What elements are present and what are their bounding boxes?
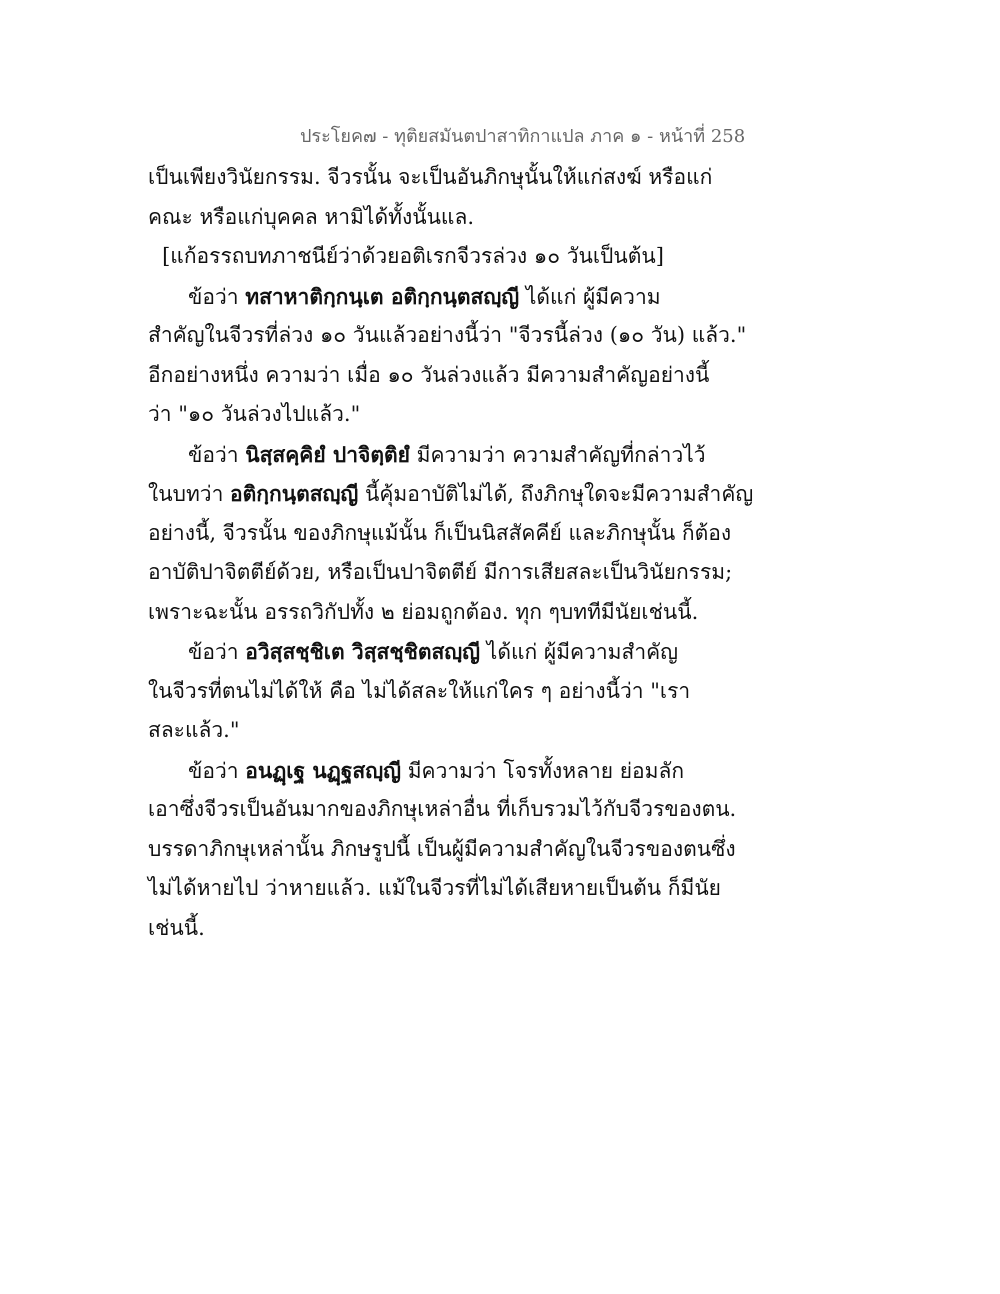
text-line: บรรดาภิกษุเหล่านั้น ภิกษรูปนี้ เป็นผู้มีความสำคัญในจีวรของตนซึ่ง [148, 836, 736, 861]
text-span: ได้แก่ ผู้มีความ [519, 284, 661, 309]
paragraph-start [148, 751, 708, 791]
pali-term: อนฏฺเฐ นฏฺฐสญฺญี [245, 757, 402, 783]
text-line: ว่า "๑๐ วันล่วงไปแล้ว." [148, 402, 361, 426]
text-span: มีความว่า โจรทั้งหลาย ย่อมลัก [401, 758, 685, 783]
text-line: เป็นเพียงวินัยกรรม. จีวรนั้น จะเป็นอันภิกษุนั้นให้แก่สงฆ์ หรือแก่ [148, 165, 713, 189]
text-line: เช่นนี้. [148, 915, 205, 940]
text-span: ได้แก่ ผู้มีความสำคัญ [480, 640, 679, 664]
text-line: ไม่ได้หายไป ว่าหายแล้ว. แม้ในจีวรที่ไม่ได้เสียหายเป็นต้น ก็มีนัย [148, 876, 721, 900]
text-line: อาบัติปาจิตตีย์ด้วย, หรือเป็นปาจิตตีย์ มีการเสียสละเป็นวินัยกรรม; [148, 560, 733, 584]
text-line [148, 474, 754, 514]
text-line: คณะ หรือแก่บุคคล หามิได้ทั้งนั้นแล. [148, 204, 475, 229]
text-span: มีความว่า ความสำคัญที่กล่าวไว้ [409, 442, 706, 467]
page-header: ประโยค๗ - ทุติยสมันตปาสาทิกาแปล ภาค ๑ - หน้าที่ 258 [300, 126, 746, 147]
text-span: ข้อว่า [188, 442, 246, 467]
pali-term: ทสาหาติกฺกนฺเต อติกฺกนฺตสญฺญี [245, 283, 520, 309]
text-span: ข้อว่า [188, 284, 246, 309]
paragraph-start [148, 435, 708, 475]
text-line: ในจีวรที่ตนไม่ได้ให้ คือ ไม่ได้สละให้แก่ใคร ๆ อย่างนี้ว่า "เรา [148, 678, 691, 703]
section-heading: [แก้อรรถบทภาชนีย์ว่าด้วยอติเรกจีวรล่วง ๑๐ วันเป็นต้น] [162, 244, 664, 268]
text-span: ในบทว่า [148, 482, 231, 506]
body-text [148, 158, 754, 948]
text-span: ข้อว่า [188, 758, 246, 783]
text-line: เอาซึ่งจีวรเป็นอันมากของภิกษุเหล่าอื่น ที่เก็บรวมไว้กับจีวรของตน. [148, 797, 737, 821]
text-span: ข้อว่า [188, 640, 246, 664]
text-line: เพราะฉะนั้น อรรถวิกัปทั้ง ๒ ย่อมถูกต้อง. ทุก ๆบททีมีนัยเช่นนี้. [148, 599, 699, 624]
paragraph-start [148, 277, 708, 317]
text-line: อย่างนี้, จีวรนั้น ของภิกษุแม้นั้น ก็เป็นนิสสัคคีย์ และภิกษุนั้น ก็ต้อง [148, 520, 732, 545]
paragraph-start [148, 632, 708, 672]
pali-term: อวิสฺสชฺชิเต วิสฺสชฺชิตสญฺญี [245, 639, 481, 664]
text-span: นี้คุ้มอาบัติไม่ได้, ถึงภิกษุใดจะมีความสำคัญ [358, 482, 754, 506]
pali-term: นิสฺสคฺคิยํ ปาจิตฺติยํ [245, 441, 410, 467]
text-line: สละแล้ว." [148, 718, 240, 742]
pali-term: อติกฺกนฺตสญฺญี [230, 481, 359, 506]
text-line: อีกอย่างหนึ่ง ความว่า เมื่อ ๑๐ วันล่วงแล้ว มีความสำคัญอย่างนี้ [148, 362, 710, 387]
text-line: สำคัญในจีวรที่ล่วง ๑๐ วันแล้วอย่างนี้ว่า "จีวรนี้ล่วง (๑๐ วัน) แล้ว." [148, 323, 747, 347]
